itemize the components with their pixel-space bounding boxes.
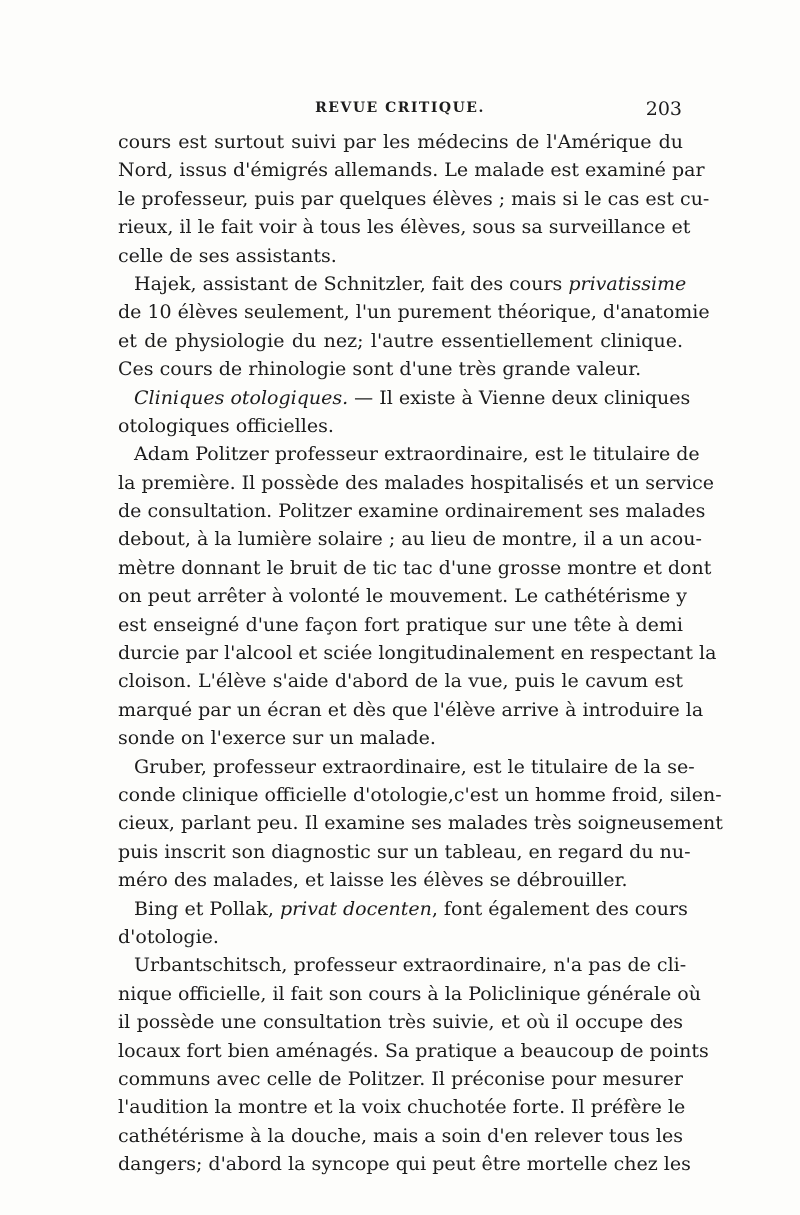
text-line: Urbantschitsch, professeur extraordinaire, n'a pas de cli- <box>134 954 687 977</box>
text-line: on peut arrêter à volonté le mouvement. Le cathétérisme y <box>118 585 688 608</box>
text-line: debout, à la lumière solaire ; au lieu de montre, il a un acou- <box>118 528 702 551</box>
text-line: Adam Politzer professeur extraordinaire, est le titulaire de <box>134 443 700 466</box>
text-line: cathétérisme à la douche, mais a soin d'en relever tous les <box>118 1124 683 1147</box>
text-line: méro des malades, et laisse les élèves se débrouiller. <box>118 869 628 892</box>
text-line: rieux, il le fait voir à tous les élèves, sous sa surveillance et <box>118 216 691 239</box>
text-line: sonde on l'exerce sur un malade. <box>118 727 436 750</box>
text-line: cieux, parlant peu. Il examine ses malades très soigneusement <box>118 812 723 835</box>
text-line <box>118 270 687 298</box>
text-line: cloison. L'élève s'aide d'abord de la vue, puis le cavum est <box>118 670 683 693</box>
text-line: mètre donnant le bruit de tic tac d'une grosse montre et dont <box>118 556 712 579</box>
italic-text: Cliniques otologiques. <box>134 386 349 409</box>
page-header <box>118 98 682 122</box>
text-line: cours est surtout suivi par les médecins de l'Amérique du <box>118 131 683 153</box>
text-segment: — Il existe à Vienne deux cliniques <box>348 386 691 409</box>
text-line: dangers; d'abord la syncope qui peut être mortelle chez les <box>118 1153 691 1176</box>
text-line: de 10 élèves seulement, l'un purement théorique, d'anatomie <box>118 301 710 324</box>
text-line: conde clinique officielle d'otologie,c'est un homme froid, silen- <box>118 783 722 806</box>
text-line: Ces cours de rhinologie sont d'une très grande valeur. <box>118 358 642 381</box>
text-line: Nord, issus d'émigrés allemands. Le malade est examiné par <box>118 159 705 182</box>
running-title: REVUE CRITIQUE. <box>315 100 485 116</box>
text-line: d'otologie. <box>118 925 219 948</box>
text-line <box>118 895 688 923</box>
text-line: locaux fort bien aménagés. Sa pratique a beaucoup de points <box>118 1039 709 1062</box>
text-line: et de physiologie du nez; l'autre essentiellement clinique. <box>118 329 683 352</box>
text-line: le professeur, puis par quelques élèves ; mais si le cas est cu- <box>118 187 710 210</box>
page-number: 203 <box>645 98 682 120</box>
text-segment: , font également des cours <box>431 897 688 920</box>
italic-text: privat docenten <box>279 897 432 920</box>
italic-text: privatissime <box>568 272 687 295</box>
text-line: Gruber, professeur extraordinaire, est le titulaire de la se- <box>134 755 695 778</box>
text-line: nique officielle, il fait son cours à la Policlinique générale où <box>118 982 701 1005</box>
text-line: il possède une consultation très suivie, et où il occupe des <box>118 1011 683 1034</box>
text-line: puis inscrit son diagnostic sur un tableau, en regard du nu- <box>118 840 691 863</box>
text-line: de consultation. Politzer examine ordinairement ses malades <box>118 500 706 523</box>
text-line: l'audition la montre et la voix chuchotée forte. Il préfère le <box>118 1096 686 1119</box>
text-line: communs avec celle de Politzer. Il préconise pour mesurer <box>118 1067 683 1090</box>
text-segment: Hajek, assistant de Schnitzler, fait des cours <box>134 272 569 295</box>
text-line: est enseigné d'une façon fort pratique sur une tête à demi <box>118 613 683 636</box>
text-line: la première. Il possède des malades hospitalisés et un service <box>118 471 715 494</box>
text-line <box>118 384 691 412</box>
text-line: durcie par l'alcool et sciée longitudinalement en respectant la <box>118 642 717 665</box>
text-line: marqué par un écran et dès que l'élève arrive à introduire la <box>118 698 704 721</box>
text-line: otologiques officielles. <box>118 414 334 437</box>
text-segment: Bing et Pollak, <box>134 897 280 920</box>
text-line: celle de ses assistants. <box>118 244 337 267</box>
body-text <box>118 128 723 1178</box>
